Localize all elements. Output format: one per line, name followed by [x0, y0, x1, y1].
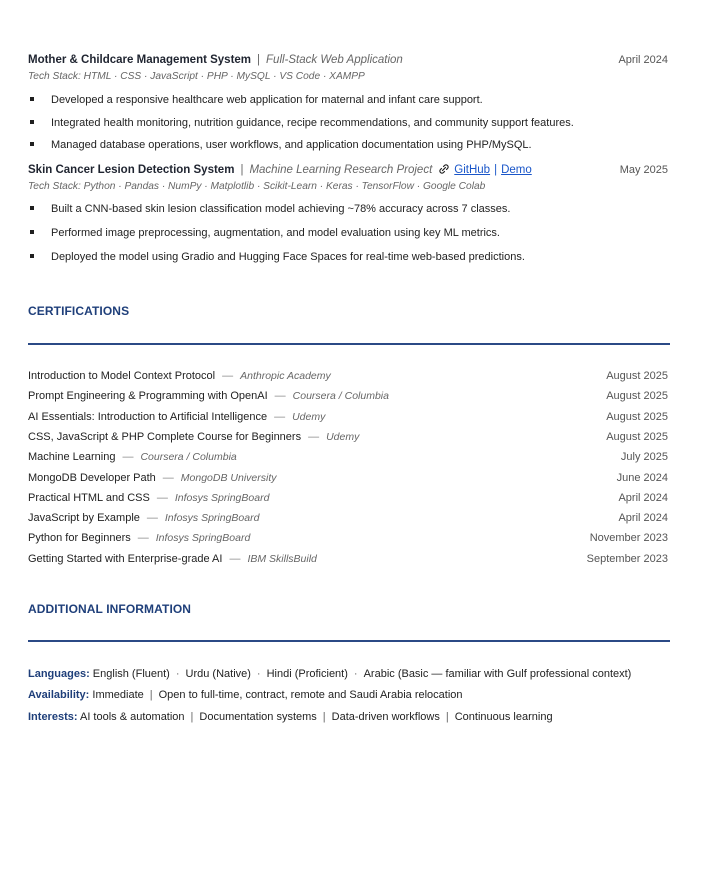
certification-date: August 2025	[606, 370, 668, 382]
certification-name: MongoDB Developer Path	[28, 471, 156, 484]
certification-issuer: Infosys SpringBoard	[174, 491, 270, 504]
project-title: Mother & Childcare Management System	[28, 54, 252, 66]
certification-date: August 2025	[606, 430, 668, 443]
interest-item: AI tools & automation	[79, 711, 185, 723]
bullet-text: Performed image preprocessing, augmentation, and model evaluation using key ML metrics.	[51, 227, 500, 239]
certification-dash: —	[222, 370, 234, 382]
certification-dash: —	[274, 390, 286, 403]
bullet-square-icon	[30, 97, 34, 101]
certification-dash: —	[162, 471, 174, 484]
certification-date: August 2025	[606, 410, 668, 423]
bullet-text: Built a CNN-based skin lesion classification model achieving ~78% accuracy across 7 classes.	[51, 203, 511, 215]
certification-name: Introduction to Model Context Protocol	[28, 370, 216, 382]
project-bullet	[28, 202, 680, 217]
project-bullet	[28, 226, 680, 241]
certification-dash: —	[274, 410, 286, 423]
certification-issuer: IBM SkillsBuild	[247, 552, 317, 565]
certification-name: Getting Started with Enterprise-grade AI	[28, 552, 223, 565]
project-type: Machine Learning Research Project	[249, 164, 433, 176]
certification-name: Python for Beginners	[28, 532, 131, 545]
language-separator: ·	[353, 668, 358, 680]
certification-date: June 2024	[616, 471, 668, 484]
certification-date: August 2025	[606, 390, 668, 403]
additional-info-heading: ADDITIONAL INFORMATION	[28, 602, 192, 616]
language-item: English (Fluent)	[92, 668, 170, 680]
certification-dash: —	[308, 430, 320, 443]
pipe-separator: |	[190, 711, 194, 723]
certifications-heading: CERTIFICATIONS	[28, 304, 130, 318]
pipe-separator: |	[445, 711, 449, 723]
interests-label: Interests:	[28, 711, 78, 723]
certification-date: April 2024	[618, 491, 668, 504]
language-separator: ·	[175, 668, 180, 680]
certification-row	[28, 410, 668, 425]
certification-issuer: Udemy	[292, 410, 326, 423]
language-item: Urdu (Native)	[185, 668, 251, 680]
bullet-text: Developed a responsive healthcare web application for maternal and infant care support.	[51, 94, 483, 106]
project-separator: |	[240, 164, 244, 176]
availability-line	[28, 688, 463, 703]
bullet-square-icon	[30, 120, 34, 124]
section-divider	[28, 343, 670, 345]
certification-name: AI Essentials: Introduction to Artificial Intelligence	[28, 410, 268, 423]
pipe-separator: |	[149, 689, 153, 701]
certification-dash: —	[229, 552, 241, 565]
interest-item: Data-driven workflows	[331, 711, 440, 723]
certification-name: CSS, JavaScript & PHP Complete Course for Beginners	[28, 430, 302, 443]
certification-issuer: Coursera / Columbia	[292, 390, 389, 403]
project-type: Full-Stack Web Application	[266, 54, 403, 66]
certification-name: JavaScript by Example	[28, 512, 140, 525]
bullet-square-icon	[30, 230, 34, 234]
bullet-text: Integrated health monitoring, nutrition guidance, recipe recommendations, and community support features.	[51, 117, 574, 129]
certification-issuer: Coursera / Columbia	[140, 451, 237, 464]
certification-dash: —	[146, 512, 158, 525]
bullet-text: Managed database operations, user workflows, and application documentation using PHP/MySQL.	[51, 139, 532, 151]
github-link[interactable]: GitHub	[454, 164, 491, 176]
language-item: Hindi (Proficient)	[266, 668, 348, 680]
certification-row	[28, 552, 668, 567]
certification-dash: —	[122, 451, 134, 464]
certification-issuer: Anthropic Academy	[240, 370, 331, 382]
availability-item: Open to full-time, contract, remote and Saudi Arabia relocation	[158, 689, 463, 701]
interest-item: Documentation systems	[199, 711, 317, 723]
certification-date: April 2024	[618, 512, 668, 525]
certification-row	[28, 430, 668, 445]
project-date: April 2024	[618, 54, 668, 66]
pipe-separator: |	[322, 711, 326, 723]
certification-issuer: MongoDB University	[180, 471, 277, 484]
languages-line	[28, 667, 631, 682]
bullet-text: Deployed the model using Gradio and Hugging Face Spaces for real-time web-based predictions.	[51, 251, 525, 263]
project-tech-stack: Tech Stack: Python · Pandas · NumPy · Matplotlib · Scikit-Learn · Keras · TensorFlow · Google Colab	[28, 181, 486, 192]
certification-issuer: Infosys SpringBoard	[164, 512, 260, 525]
project-bullet	[28, 93, 680, 108]
certification-date: September 2023	[586, 552, 668, 565]
certification-dash: —	[156, 491, 168, 504]
project-bullet	[28, 138, 680, 153]
availability-label: Availability:	[28, 689, 90, 701]
project-date: May 2025	[619, 164, 668, 176]
certification-row	[28, 389, 668, 404]
certification-row	[28, 511, 668, 526]
project-header	[28, 162, 668, 178]
certification-date: July 2025	[620, 451, 668, 464]
certification-name: Practical HTML and CSS	[28, 491, 150, 504]
project-separator: |	[257, 54, 261, 66]
language-separator: ·	[256, 668, 261, 680]
section-divider	[28, 640, 670, 642]
project-bullet	[28, 250, 680, 265]
interests-line	[28, 710, 553, 725]
bullet-square-icon	[30, 142, 34, 146]
interest-item: Continuous learning	[454, 711, 553, 723]
certification-issuer: Udemy	[326, 430, 360, 443]
link-chain-icon	[438, 164, 450, 174]
bullet-square-icon	[30, 254, 34, 258]
certification-row	[28, 450, 668, 465]
certification-dash: —	[137, 532, 149, 545]
certification-row	[28, 531, 668, 546]
project-header	[28, 52, 668, 68]
link-separator: |	[494, 164, 498, 176]
certification-row	[28, 471, 668, 486]
certification-date: November 2023	[589, 532, 668, 545]
project-title: Skin Cancer Lesion Detection System	[28, 164, 235, 176]
certification-row	[28, 369, 668, 384]
availability-item: Immediate	[92, 689, 144, 701]
project-links	[438, 162, 531, 178]
demo-link[interactable]: Demo	[501, 164, 532, 176]
certification-name: Prompt Engineering & Programming with OpenAI	[28, 390, 268, 403]
project-bullet	[28, 116, 680, 131]
certification-row	[28, 491, 668, 506]
bullet-square-icon	[30, 206, 34, 210]
certification-name: Machine Learning	[28, 451, 116, 464]
project-tech-stack: Tech Stack: HTML · CSS · JavaScript · PHP · MySQL · VS Code · XAMPP	[28, 71, 365, 82]
certification-issuer: Infosys SpringBoard	[155, 532, 251, 545]
language-item: Arabic (Basic — familiar with Gulf professional context)	[363, 668, 632, 680]
languages-label: Languages:	[28, 668, 90, 680]
